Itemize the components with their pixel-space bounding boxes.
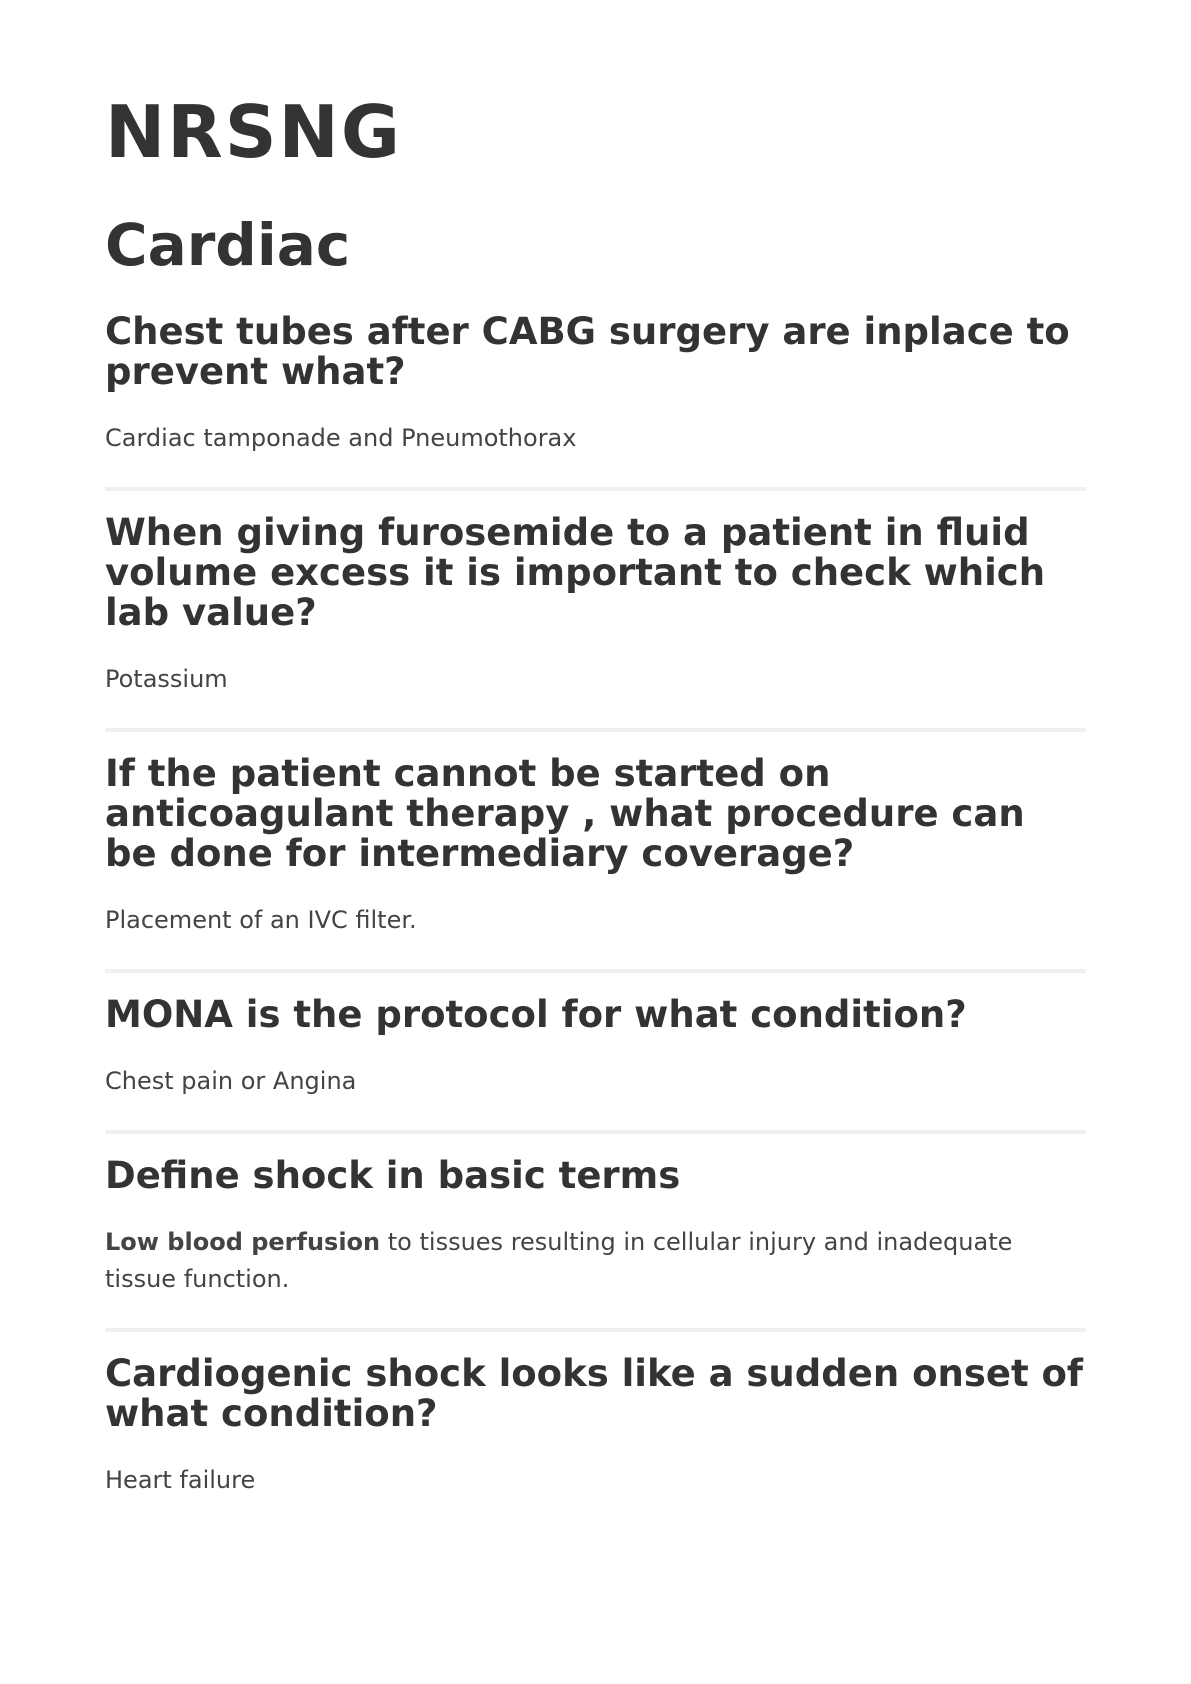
flashcard — [105, 491, 1086, 732]
flashcard-answer — [105, 1224, 1086, 1298]
flashcard-answer-text: Cardiac tamponade and Pneumothorax — [105, 424, 577, 452]
flashcard-answer-text: Placement of an IVC filter. — [105, 906, 417, 934]
flashcard-question: MONA is the protocol for what condition? — [105, 993, 967, 1036]
flashcard-answer-text: Heart failure — [105, 1466, 256, 1494]
flashcard — [105, 312, 1086, 491]
flashcard-answer-text: Chest pain or Angina — [105, 1067, 357, 1095]
flashcard-answer — [105, 1063, 1086, 1100]
flashcard-question: Chest tubes after CABG surgery are inplace to prevent what? — [105, 310, 1070, 393]
section-title: Cardiac — [105, 211, 351, 279]
flashcard-answer-emphasis: Low blood perfusion — [105, 1228, 381, 1256]
flashcard — [105, 973, 1086, 1134]
flashcard-answer — [105, 902, 1086, 939]
flashcard — [105, 1134, 1086, 1332]
flashcard-answer — [105, 420, 1086, 457]
flashcard — [105, 732, 1086, 973]
flashcard-list — [105, 312, 1086, 1529]
flashcard-question: Cardiogenic shock looks like a sudden onset of what condition? — [105, 1352, 1084, 1435]
flashcard-question: When giving furosemide to a patient in fluid volume excess it is important to check which lab value? — [105, 511, 1046, 634]
flashcard-question: Define shock in basic terms — [105, 1154, 681, 1197]
flashcard-question: If the patient cannot be started on anticoagulant therapy , what procedure can be done for intermediary coverage? — [105, 752, 1025, 875]
flashcard-answer-text: Potassium — [105, 665, 228, 693]
flashcard-answer-text: to tissues resulting in cellular injury and inadequate tissue function. — [105, 1228, 1013, 1293]
flashcard-answer — [105, 1462, 1086, 1499]
brand-title: NRSNG — [105, 90, 402, 174]
flashcard-answer — [105, 661, 1086, 698]
flashcard — [105, 1332, 1086, 1529]
